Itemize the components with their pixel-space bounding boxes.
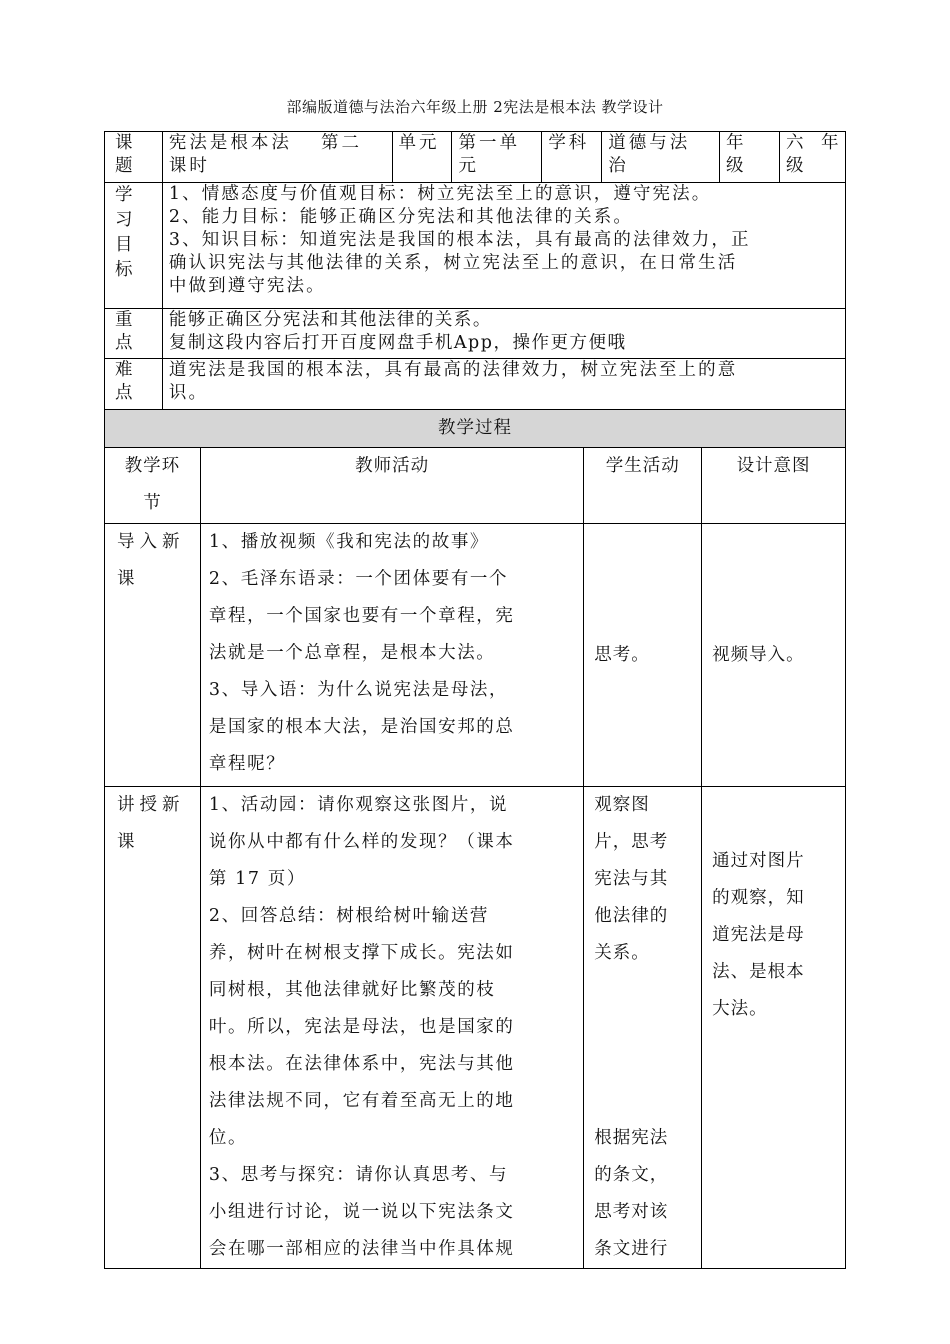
intent-line: 大法。	[712, 999, 768, 1019]
course-title-line: 宪法是根本法 第二	[168, 133, 362, 153]
key-point-line: 能够正确区分宪法和其他法律的关系。	[168, 310, 492, 330]
teacher-line: 是国家的根本大法，是治国安邦的总	[208, 717, 515, 737]
objective-line: 1、情感态度与价值观目标：树立宪法至上的意识，遵守宪法。	[168, 184, 712, 204]
objectives-label	[105, 183, 163, 309]
teacher-line: 位。	[208, 1128, 248, 1148]
difficulty-label-char: 点	[115, 383, 134, 403]
teacher-line: 第 17 页）	[208, 869, 306, 889]
objective-line: 中做到遵守宪法。	[168, 276, 326, 296]
objective-line: 3、知识目标：知道宪法是我国的根本法，具有最高的法律效力，正	[168, 230, 751, 250]
student-line: 思考对该	[594, 1202, 669, 1222]
teacher-line: 会在哪一部相应的法律当中作具体规	[208, 1239, 515, 1259]
objectives-label-char: 标	[115, 260, 134, 280]
process-section-title: 教学过程	[105, 410, 846, 448]
student-line: 条文进行	[594, 1239, 669, 1259]
intent-line: 法、是根本	[712, 962, 805, 982]
unit-value	[452, 132, 542, 183]
subject-label: 学科	[542, 132, 602, 183]
stage-line: 导入新	[117, 532, 185, 552]
column-header-teacher: 教师活动	[200, 448, 583, 524]
stage-header-line: 节	[143, 493, 162, 513]
design-intent-cell	[702, 524, 846, 787]
grade-value-line: 六 年	[785, 133, 839, 153]
subject-value-line: 道德与法	[608, 133, 691, 153]
column-header-student: 学生活动	[584, 448, 702, 524]
teacher-line: 3、导入语：为什么说宪法是母法，	[208, 680, 509, 700]
course-label-line: 题	[115, 156, 134, 176]
objectives-label-char: 学	[115, 185, 134, 205]
difficulty-content	[162, 359, 845, 410]
key-points-content	[162, 309, 845, 359]
stage-line: 讲授新	[117, 795, 185, 815]
teacher-line: 根本法。在法律体系中，宪法与其他	[208, 1054, 515, 1074]
lesson-info-table	[104, 131, 846, 410]
objectives-label-char: 习	[115, 210, 134, 230]
spacer	[594, 972, 695, 1120]
teacher-line: 1、播放视频《我和宪法的故事》	[208, 532, 490, 552]
course-title	[162, 132, 392, 183]
unit-label: 单元	[392, 132, 452, 183]
grade-value-line: 级	[785, 156, 804, 176]
student-line: 关系。	[594, 943, 650, 963]
difficulty-label-char: 难	[115, 360, 134, 380]
intent-line: 视频导入。	[712, 644, 805, 665]
subject-value-line: 治	[608, 156, 629, 176]
unit-value-line: 元	[458, 156, 479, 176]
student-line: 他法律的	[594, 906, 669, 926]
subject-value	[602, 132, 720, 183]
objective-line: 2、能力目标：能够正确区分宪法和其他法律的关系。	[168, 207, 633, 227]
teacher-activity-cell	[200, 787, 583, 1269]
design-intent-cell	[702, 787, 846, 1269]
stage-line: 课	[117, 569, 140, 589]
key-point-line: 复制这段内容后打开百度网盘手机App，操作更方便哦	[168, 333, 627, 353]
student-activity-cell	[584, 787, 702, 1269]
table-row	[105, 524, 846, 787]
teacher-line: 同树根，其他法律就好比繁茂的枝	[208, 980, 496, 1000]
column-header-stage	[105, 448, 201, 524]
key-label-char: 点	[115, 333, 134, 353]
student-line: 宪法与其	[594, 869, 669, 889]
objectives-label-char: 目	[115, 235, 134, 255]
difficulty-line: 识。	[168, 383, 209, 403]
teacher-line: 法就是一个总章程，是根本大法。	[208, 643, 496, 663]
course-label	[105, 132, 163, 183]
teacher-line: 2、毛泽东语录：一个团体要有一个	[208, 569, 509, 589]
difficulty-line: 道宪法是我国的根本法，具有最高的法律效力，树立宪法至上的意	[168, 360, 738, 380]
grade-label-line: 级	[726, 156, 744, 176]
student-line: 的条文，	[594, 1165, 669, 1185]
objective-line: 确认识宪法与其他法律的关系，树立宪法至上的意识，在日常生活	[168, 253, 738, 273]
teacher-line: 3、思考与探究：请你认真思考、与	[208, 1165, 509, 1185]
student-line: 思考。	[594, 644, 650, 665]
teacher-line: 1、活动园：请你观察这张图片，说	[208, 795, 509, 815]
student-line: 片，思考	[594, 832, 669, 852]
difficulty-label	[105, 359, 163, 410]
grade-value	[779, 132, 845, 183]
unit-value-line: 第一单	[458, 133, 520, 153]
teacher-activity-cell	[200, 524, 583, 787]
intent-line: 的观察，知	[712, 888, 805, 908]
teacher-line: 法律法规不同，它有着至高无上的地	[208, 1091, 515, 1111]
grade-label-line: 年	[726, 133, 744, 153]
course-title-line: 课时	[168, 156, 210, 176]
table-row	[105, 787, 846, 1269]
spacer	[712, 787, 839, 843]
stage-cell	[105, 787, 201, 1269]
document-title: 部编版道德与法治六年级上册 2宪法是根本法 教学设计	[286, 98, 664, 116]
column-header-intent: 设计意图	[702, 448, 846, 524]
grade-label	[720, 132, 780, 183]
student-activity-cell	[584, 524, 702, 787]
objectives-content	[162, 183, 845, 309]
teacher-line: 说你从中都有什么样的发现？（课本	[208, 832, 515, 852]
key-label-char: 重	[115, 310, 134, 330]
student-line: 根据宪法	[594, 1128, 669, 1148]
teacher-line: 叶。所以，宪法是母法，也是国家的	[208, 1017, 515, 1037]
key-points-label	[105, 309, 163, 359]
stage-cell	[105, 524, 201, 787]
teacher-line: 章程呢？	[208, 754, 286, 774]
student-line: 观察图	[594, 795, 650, 815]
teacher-line: 小组进行讨论，说一说以下宪法条文	[208, 1202, 515, 1222]
teacher-line: 2、回答总结：树根给树叶输送营	[208, 906, 490, 926]
course-label-line: 课	[115, 133, 134, 153]
teaching-process-table	[104, 409, 846, 1269]
teacher-line: 章程，一个国家也要有一个章程，宪	[208, 606, 515, 626]
stage-line: 课	[117, 832, 140, 852]
teacher-line: 养，树叶在树根支撑下成长。宪法如	[208, 943, 515, 963]
intent-line: 道宪法是母	[712, 925, 805, 945]
stage-header-line: 教学环	[124, 456, 181, 476]
intent-line: 通过对图片	[712, 851, 805, 871]
